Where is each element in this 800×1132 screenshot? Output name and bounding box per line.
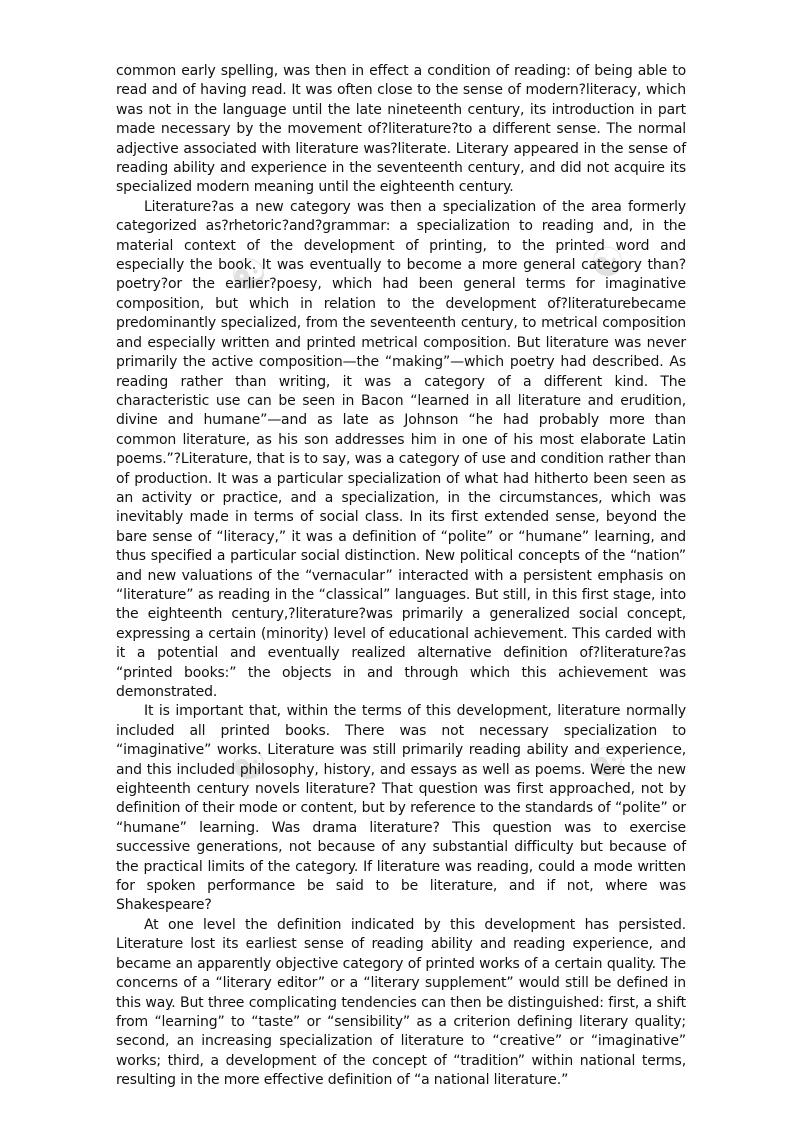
watermark-logo: ☯ bbox=[583, 235, 633, 291]
watermark-logo: ☯ bbox=[223, 735, 275, 794]
watermark-logo: ☯ bbox=[223, 245, 275, 304]
paragraph: Literature?as a new category was then a specialization of the area formerly categorized as?rhetoric?and?grammar: a specialization to reading and, in the material context of the development of printing, to the printed word and especially the book. It was eventually to become a more general category than?poetry?or the earlier?poesy, which had been general terms for imaginative composition, but which in relation to the development of?literaturebecame predominantly specialized, from the seventeenth century, to metrical composition and especially written and printed metrical composition. But literature was never primarily the active composition—the “making”—which poetry had described. As reading rather than writing, it was a category of a different kind. The characteristic use can be seen in Bacon “learned in all literature and erudition, divine and humane”—and as late as Johnson “he had probably more than common literature, as his son addresses him in one of his most elaborate Latin poems.”?Literature, that is to say, was a category of use and condition rather than of production. It was a particular specialization of what had hitherto been seen as an activity or practice, and a specialization, in the circumstances, which was inevitably made in terms of social class. In its first extended sense, beyond the bare sense of “literacy,” it was a definition of “polite” or “humane” learning, and thus specified a particular social distinction. New political concepts of the “nation” and new valuations of the “vernacular” interacted with a persistent emphasis on “literature” as reading in the “classical” languages. But still, in this first stage, into the eighteenth century,?literature?was primarily a generalized social concept, expressing a certain (minority) level of educational achievement. This carded with it a potential and eventually realized alternative definition of?literature?as “printed books:” the objects in and through which this achievement was demonstrated. bbox=[116, 198, 686, 700]
watermark-logo: ☯ bbox=[583, 735, 633, 791]
body-text bbox=[116, 62, 686, 1091]
paragraph: At one level the definition indicated by this development has persisted. Literature lost its earliest sense of reading ability and reading experience, and became an apparently objective category of printed works of a certain quality. The concerns of a “literary editor” or a “literary supplement” would still be defined in this way. But three complicating tendencies can then be distinguished: first, a shift from “learning” to “taste” or “sensibility” as a criterion defining literary quality; second, an increasing specialization of literature to “creative” or “imaginative” works; third, a development of the concept of “tradition” within national terms, resulting in the more effective definition of “a national literature.” bbox=[116, 916, 686, 1089]
paragraph: It is important that, within the terms of this development, literature normally included all printed books. There was not necessary specialization to “imaginative” works. Literature was still primarily reading ability and experience, and this included philosophy, history, and essays as well as poems. Were the new eighteenth century novels literature? That question was first approached, not by definition of their mode or content, but by reference to the standards of “polite” or “humane” learning. Was drama literature? This question was to exercise successive generations, not because of any substantial difficulty but because of the practical limits of the category. If literature was reading, could a mode written for spoken performance be said to be literature, and if not, where was Shakespeare? bbox=[116, 703, 686, 914]
paragraph: common early spelling, was then in effect a condition of reading: of being able to read and of having read. It was often close to the sense of modern?literacy, which was not in the language until the late nineteenth century, its introduction in part made necessary by the movement of?literature?to a different sense. The normal adjective associated with literature was?literate. Literary appeared in the sense of reading ability and experience in the seventeenth century, and did not acquire its specialized modern meaning until the eighteenth century. bbox=[116, 63, 686, 196]
